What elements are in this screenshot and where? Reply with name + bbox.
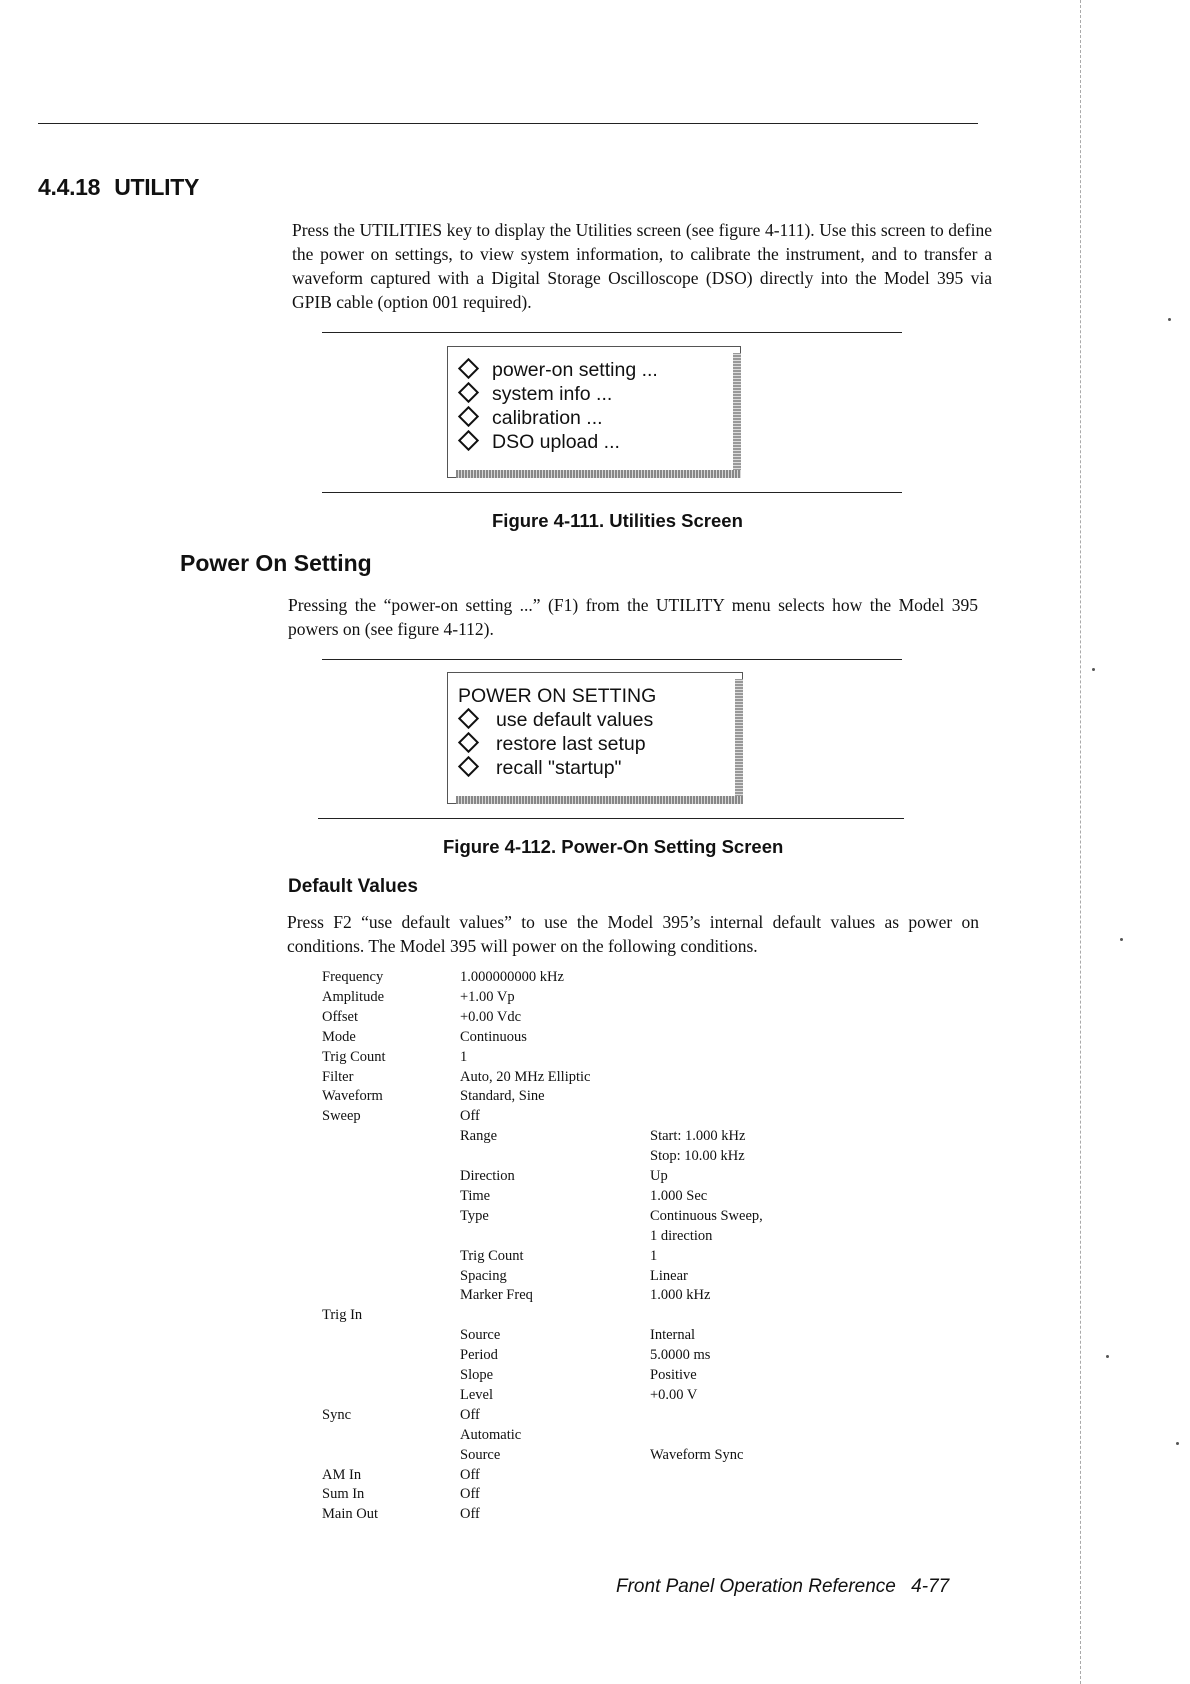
intro-paragraph: Press the UTILITIES key to display the Utilities screen (see figure 4-111). Use this screen to define the power on settings, to view system information, to calibrate the instrument, and to transfer a waveform captured with a Digital Storage Oscilloscope (DSO) directly into the Model 395 via GPIB cable (option 001 required). — [292, 220, 992, 312]
table-value: Off — [460, 1466, 480, 1483]
screen-scroll-shade — [733, 353, 741, 477]
default-values-heading: Default Values — [288, 876, 418, 897]
table-value: Type — [460, 1207, 489, 1224]
table-label: Main Out — [322, 1506, 378, 1523]
page-footer — [616, 1576, 949, 1598]
diamond-icon — [458, 708, 479, 729]
table-detail: Waveform Sync — [650, 1446, 744, 1463]
screen-bottom-shade — [456, 470, 741, 478]
scan-speck — [1106, 1355, 1109, 1358]
footer-title: Front Panel Operation Reference — [616, 1576, 896, 1597]
table-value: Level — [460, 1386, 494, 1403]
menu-item-use-default-values[interactable]: use default values — [458, 709, 653, 732]
table-label: Waveform — [322, 1088, 383, 1105]
table-value: Standard, Sine — [460, 1088, 545, 1105]
table-label: Trig In — [322, 1307, 363, 1324]
figure-rule-bottom — [318, 818, 904, 819]
top-rule — [38, 123, 978, 124]
table-detail: 1.000 Sec — [650, 1187, 708, 1204]
menu-item-dso-upload[interactable]: DSO upload ... — [458, 431, 620, 454]
figure-111-caption: Figure 4-111. Utilities Screen — [492, 510, 743, 531]
screen-scroll-shade — [735, 679, 743, 803]
table-detail: Internal — [650, 1327, 696, 1344]
table-value: Range — [460, 1128, 498, 1145]
power-on-heading: Power On Setting — [180, 550, 372, 576]
table-label: Filter — [322, 1068, 354, 1085]
table-detail: Continuous Sweep, — [650, 1207, 763, 1224]
table-value: Off — [460, 1406, 480, 1423]
table-label: Offset — [322, 1008, 358, 1025]
table-detail: 5.0000 ms — [650, 1347, 711, 1364]
table-value: Auto, 20 MHz Elliptic — [460, 1068, 591, 1085]
figure-rule-top — [322, 332, 902, 333]
table-value: Source — [460, 1446, 501, 1463]
table-value: Marker Freq — [460, 1287, 533, 1304]
diamond-icon — [458, 406, 479, 427]
table-value: +1.00 Vp — [460, 988, 515, 1005]
page-number: 4-77 — [911, 1576, 950, 1597]
table-detail: 1 — [650, 1247, 658, 1264]
table-detail: Stop: 10.00 kHz — [650, 1148, 745, 1165]
figure-rule-bottom — [322, 492, 902, 493]
table-label: Sum In — [322, 1486, 365, 1503]
table-value: Slope — [460, 1367, 494, 1383]
table-detail: +0.00 V — [650, 1386, 698, 1403]
diamond-icon — [458, 732, 479, 753]
diamond-icon — [458, 430, 479, 451]
table-value: Direction — [460, 1168, 515, 1184]
table-label: Mode — [322, 1028, 356, 1045]
menu-item-power-on-setting[interactable]: power-on setting ... — [458, 359, 658, 382]
page-edge-line — [1080, 0, 1081, 1684]
table-value: Trig Count — [460, 1247, 524, 1264]
menu-item-recall-startup[interactable]: recall "startup" — [458, 757, 621, 780]
table-detail: Positive — [650, 1367, 697, 1383]
table-value: Off — [460, 1486, 480, 1503]
table-value: 1.000000000 kHz — [460, 969, 564, 985]
table-value: +0.00 Vdc — [460, 1008, 522, 1025]
screen-title: POWER ON SETTING — [458, 685, 657, 707]
scan-speck — [1168, 318, 1171, 321]
scan-speck — [1176, 1442, 1179, 1445]
table-value: Spacing — [460, 1267, 507, 1284]
table-detail: Linear — [650, 1267, 688, 1284]
table-detail: Up — [650, 1168, 668, 1184]
diamond-icon — [458, 756, 479, 777]
table-value: Time — [460, 1187, 491, 1204]
table-detail: 1 direction — [650, 1227, 713, 1244]
table-value: Continuous — [460, 1028, 527, 1045]
table-value: Source — [460, 1327, 501, 1344]
table-value: Off — [460, 1108, 480, 1125]
table-value: Automatic — [460, 1426, 522, 1443]
table-label: Frequency — [322, 969, 384, 985]
table-label: AM In — [322, 1466, 362, 1483]
utilities-screen — [447, 346, 741, 478]
menu-item-calibration[interactable]: calibration ... — [458, 407, 603, 430]
table-detail: Start: 1.000 kHz — [650, 1128, 746, 1145]
figure-rule-top — [322, 659, 902, 660]
power-on-paragraph: Pressing the “power-on setting ...” (F1) from the UTILITY menu selects how the Model 395 powers on (see figure 4-112). — [288, 595, 978, 639]
diamond-icon — [458, 358, 479, 379]
diamond-icon — [458, 382, 479, 403]
table-label: Trig Count — [322, 1048, 386, 1065]
section-number: 4.4.18 — [38, 174, 101, 200]
section-heading — [38, 174, 199, 201]
screen-bottom-shade — [456, 796, 743, 804]
scan-speck — [1092, 668, 1095, 671]
menu-item-restore-last-setup[interactable]: restore last setup — [458, 733, 646, 756]
figure-112-caption: Figure 4-112. Power-On Setting Screen — [443, 836, 784, 857]
table-value: Period — [460, 1347, 498, 1364]
scan-speck — [1120, 938, 1123, 941]
table-detail: 1.000 kHz — [650, 1287, 711, 1304]
table-label: Amplitude — [322, 988, 385, 1005]
default-values-paragraph: Press F2 “use default values” to use the Model 395’s internal default values as power on conditions. The Model 395 will power on the following conditions. — [287, 912, 979, 956]
table-value: Off — [460, 1506, 480, 1523]
table-value: 1 — [460, 1048, 468, 1065]
menu-item-system-info[interactable]: system info ... — [458, 383, 612, 406]
section-title: UTILITY — [114, 174, 200, 200]
power-on-setting-screen — [447, 672, 743, 804]
table-label: Sweep — [322, 1108, 361, 1125]
table-label: Sync — [322, 1406, 351, 1423]
